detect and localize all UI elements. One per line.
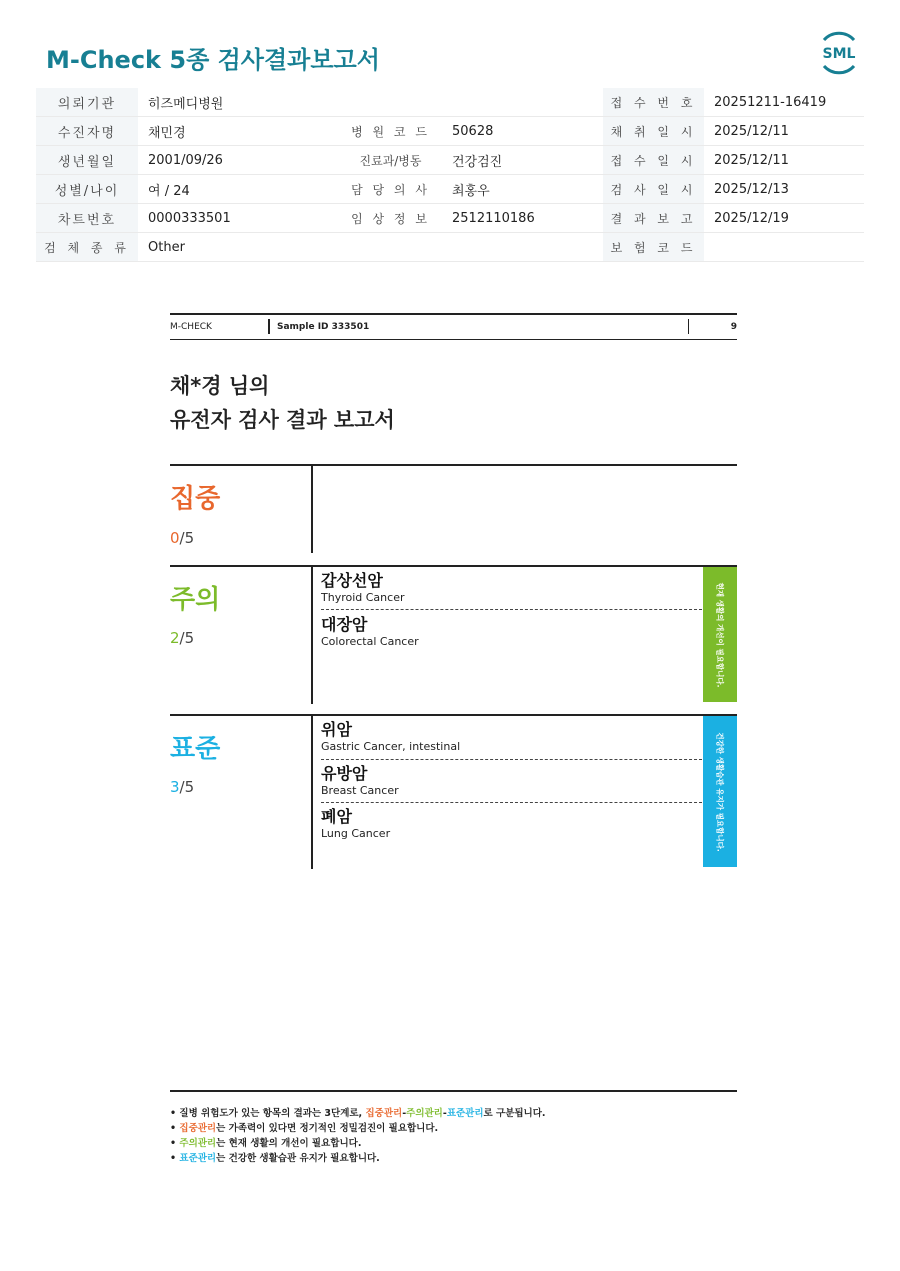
result-item [321,571,702,605]
note-1: • 질병 위험도가 있는 항목의 결과는 3단계로, 집중관리-주의관리-표준관리로 구분됩니다. [170,1106,546,1121]
report-title [170,369,395,437]
value-receipt-date: 2025/12/11 [704,146,864,175]
item-name-ko: 갑상선암 [321,571,383,590]
result-item [321,807,702,841]
standard-advice-bar [703,716,737,867]
label-receipt-number: 접 수 번 호 [603,88,704,117]
label-collection-date: 채 취 일 시 [603,117,704,146]
section-focus [170,464,737,553]
footer-notes [170,1106,546,1166]
label-department: 진료과/병동 [339,146,442,175]
patient-info-table [36,88,864,262]
note-4: • 표준관리는 건강한 생활습관 유지가 필요합니다. [170,1151,546,1166]
value-report-date: 2025/12/19 [704,204,864,233]
value-insurance-code [704,233,864,262]
info-row [36,175,864,204]
label-receipt-date: 접 수 일 시 [603,146,704,175]
value-test-date: 2025/12/13 [704,175,864,204]
report-brand: M-CHECK [170,322,212,332]
section-standard [170,714,737,869]
item-name-ko: 유방암 [321,764,368,783]
value-birthdate: 2001/09/26 [138,146,339,175]
item-separator [321,609,702,610]
item-name-ko: 대장암 [321,615,368,634]
label-sex-age: 성별/나이 [36,175,138,204]
info-row [36,204,864,233]
section-standard-score: 3/5 [170,778,195,796]
section-caution-score: 2/5 [170,629,195,647]
label-hospital-code: 병 원 코 드 [339,117,442,146]
value-referring-hospital: 히즈메디병원 [138,88,603,117]
caution-advice-text: 현재 생활의 개선이 필요합니다. [715,582,725,687]
item-name-ko: 위암 [321,720,352,739]
label-test-date: 검 사 일 시 [603,175,704,204]
label-birthdate: 생년월일 [36,146,138,175]
info-row [36,88,864,117]
value-chart-number: 0000333501 [138,204,339,233]
value-specimen-type: Other [138,233,603,262]
section-divider [311,567,313,704]
item-name-en: Thyroid Cancer [321,591,405,604]
report-title-line1: 채*경 님의 [170,374,270,398]
value-receipt-number: 20251211-16419 [704,88,864,117]
header-divider [688,319,689,334]
header-divider [268,319,270,334]
value-patient-name: 채민경 [138,117,339,146]
footer-divider [170,1090,737,1092]
caution-advice-bar [703,567,737,702]
result-item [321,615,702,649]
item-separator [321,759,702,760]
item-separator [321,802,702,803]
label-doctor: 담 당 의 사 [339,175,442,204]
item-name-en: Gastric Cancer, intestinal [321,740,461,753]
result-item [321,764,702,798]
section-standard-label: 표준 [170,734,221,764]
section-divider [311,466,313,553]
note-2: • 집중관리는 가족력이 있다면 정기적인 정밀검진이 필요합니다. [170,1121,546,1136]
label-clinical-info: 임 상 정 보 [339,204,442,233]
value-doctor: 최홍우 [442,175,603,204]
label-chart-number: 차트번호 [36,204,138,233]
item-name-en: Colorectal Cancer [321,635,419,648]
section-caution-label: 주의 [170,585,221,615]
item-name-ko: 폐암 [321,807,352,826]
page-number: 9 [730,322,737,332]
section-caution [170,565,737,704]
section-focus-label: 집중 [170,484,221,514]
sml-logo-icon [816,30,862,76]
page-title: M-Check 5종 검사결과보고서 [46,46,380,74]
value-sex-age: 여 / 24 [138,175,339,204]
info-row [36,233,864,262]
section-focus-score: 0/5 [170,529,195,547]
label-referring-hospital: 의뢰기관 [36,88,138,117]
value-hospital-code: 50628 [442,117,603,146]
sample-id: Sample ID 333501 [277,322,370,332]
label-specimen-type: 검 체 종 류 [36,233,138,262]
value-clinical-info: 2512110186 [442,204,603,233]
label-insurance-code: 보 험 코 드 [603,233,704,262]
value-department: 건강검진 [442,146,603,175]
item-name-en: Breast Cancer [321,784,399,797]
label-patient-name: 수진자명 [36,117,138,146]
value-collection-date: 2025/12/11 [704,117,864,146]
note-3: • 주의관리는 현재 생활의 개선이 필요합니다. [170,1136,546,1151]
item-name-en: Lung Cancer [321,827,391,840]
report-title-line2: 유전자 검사 결과 보고서 [170,408,395,432]
section-divider [311,716,313,869]
label-report-date: 결 과 보 고 [603,204,704,233]
result-item [321,720,702,754]
standard-advice-text: 건강한 생활습관 유지가 필요합니다. [715,731,725,852]
info-row [36,146,864,175]
report-header [170,313,737,340]
info-row [36,117,864,146]
svg-text:SML: SML [822,46,856,62]
